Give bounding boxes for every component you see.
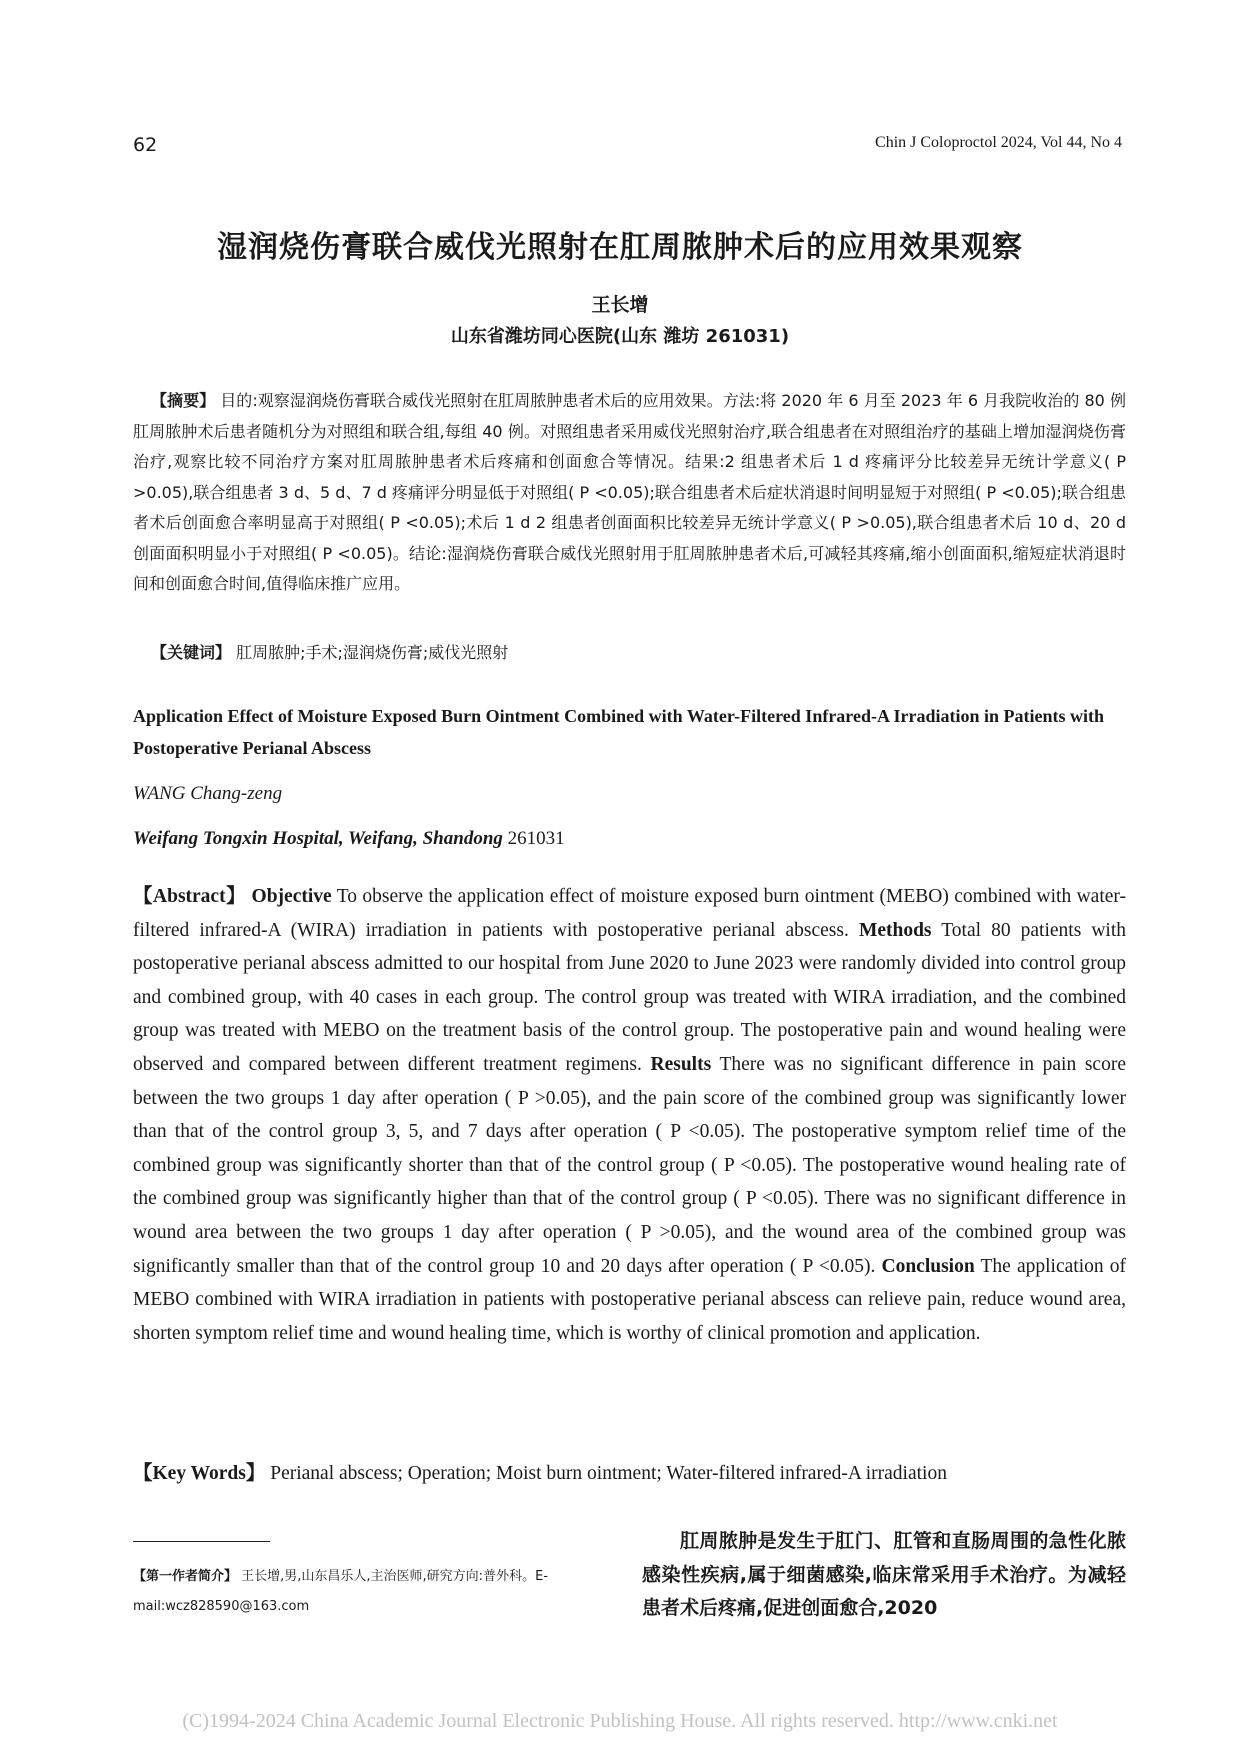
objective-tag: Objective: [251, 886, 332, 907]
chinese-title: 湿润烧伤膏联合威伐光照射在肛周脓肿术后的应用效果观察: [217, 230, 1023, 265]
results-text: There was no significant difference in pain score between the two groups 1 day after operation ( P >0.05), and the pain score of the combined group was significantly lower than that of the control group 3, 5, and 7 days after operation ( P <0.05). The postoperative symptom relief time of the combined group was significantly shorter than that of the control group ( P <0.05). The postoperative wound healing rate of the combined group was significantly higher than that of the control group ( P <0.05). There was no significant difference in wound area between the two groups 1 day after operation ( P >0.05), and the wound area of the combined group was significantly smaller than that of the control group 10 and 20 days after operation ( P <0.05).: [133, 1053, 1126, 1277]
chinese-keywords-text: 肛周脓肿;手术;湿润烧伤膏;威伐光照射: [236, 643, 509, 662]
results-tag: Results: [650, 1053, 712, 1075]
english-affiliation-name: Weifang Tongxin Hospital, Weifang, Shandong: [133, 828, 503, 849]
footnote-text: 王长增,男,山东昌乐人,主治医师,研究方向:普外科。E-mail:wcz828590@163.com: [133, 1569, 548, 1614]
english-keywords: [133, 1457, 947, 1485]
english-abstract-tag: 【Abstract】: [133, 886, 247, 907]
chinese-abstract-text: 目的:观察湿润烧伤膏联合威伐光照射在肛周脓肿患者术后的应用效果。方法:将 2020 年 6 月至 2023 年 6 月我院收治的 80 例肛周脓肿术后患者随机分为对照组和联合组,每组 40 例。对照组患者采用威伐光照射治疗,联合组患者在对照组治疗的基础上增加湿润烧伤膏治疗,观察比较不同治疗方案对肛周脓肿患者术后疼痛和创面愈合等情况。结果:2 组患者术后 1 d 疼痛评分比较差异无统计学意义( P >0.05),联合组患者 3 d、5 d、7 d 疼痛评分明显低于对照组( P <0.05);联合组患者术后症状消退时间明显短于对照组( P <0.05);联合组患者术后创面愈合率明显高于对照组( P <0.05);术后 1 d 2 组患者创面面积比较差异无统计学意义( P >0.05),联合组患者术后 10 d、20 d 创面面积明显小于对照组( P <0.05)。结论:湿润烧伤膏联合威伐光照射用于肛周脓肿患者术后,可减轻其疼痛,缩小创面面积,缩短症状消退时间和创面愈合时间,值得临床推广应用。: [133, 391, 1126, 593]
english-author: WANG Chang-zeng: [133, 783, 283, 804]
english-abstract: [133, 880, 1126, 1350]
body-text-column: 肛周脓肿是发生于肛门、肛管和直肠周围的急性化脓感染性疾病,属于细菌感染,临床常采用手术治疗。为减轻患者术后疼痛,促进创面愈合,2020: [642, 1530, 1126, 1619]
footnote-divider: [133, 1541, 270, 1542]
chinese-abstract-tag: 【摘要】: [151, 391, 216, 410]
author-footnote: [133, 1562, 613, 1622]
chinese-keywords: [151, 640, 508, 663]
chinese-affiliation: 山东省潍坊同心医院(山东 潍坊 261031): [450, 326, 790, 347]
objective-text: To observe the application effect of moisture exposed burn ointment (MEBO) combined with water-filtered infrared-A (WIRA) irradiation in patients with postoperative perianal abscess.: [133, 886, 1126, 941]
chinese-author: 王长增: [591, 294, 649, 316]
english-affiliation: [133, 828, 565, 850]
conclusion-tag: Conclusion: [881, 1255, 975, 1277]
english-affiliation-code: 261031: [502, 828, 565, 849]
chinese-abstract: [133, 386, 1126, 600]
footnote-tag: 【第一作者简介】: [133, 1569, 238, 1584]
copyright-watermark: (C)1994-2024 China Academic Journal Electronic Publishing House. All rights reserved. http://www.cnki.net: [182, 1710, 1058, 1732]
methods-tag: Methods: [858, 919, 932, 941]
english-keywords-text: Perianal abscess; Operation; Moist burn ointment; Water-filtered infrared-A irradiation: [270, 1463, 947, 1484]
journal-header: Chin J Coloproctol 2024, Vol 44, No 4: [875, 134, 1122, 151]
methods-text: Total 80 patients with postoperative perianal abscess admitted to our hospital from June 2020 to June 2023 were randomly divided into control group and combined group, with 40 cases in each group. The control group was treated with WIRA irradiation, and the combined group was treated with MEBO on the treatment basis of the control group. The postoperative pain and wound healing were observed and compared between different treatment regimens.: [133, 919, 1127, 1075]
english-title: Application Effect of Moisture Exposed Burn Ointment Combined with Water-Filtered Infrared-A Irradiation in Patients with Postoperative Perianal Abscess: [133, 706, 1104, 758]
english-keywords-tag: 【Key Words】: [133, 1463, 266, 1484]
chinese-keywords-tag: 【关键词】: [151, 643, 232, 662]
page-number: 62: [133, 134, 158, 156]
conclusion-text: The application of MEBO combined with WIRA irradiation in patients with postoperative perianal abscess can relieve pain, reduce wound area, shorten symptom relief time and wound healing time, which is worthy of clinical promotion and application.: [133, 1255, 1127, 1344]
